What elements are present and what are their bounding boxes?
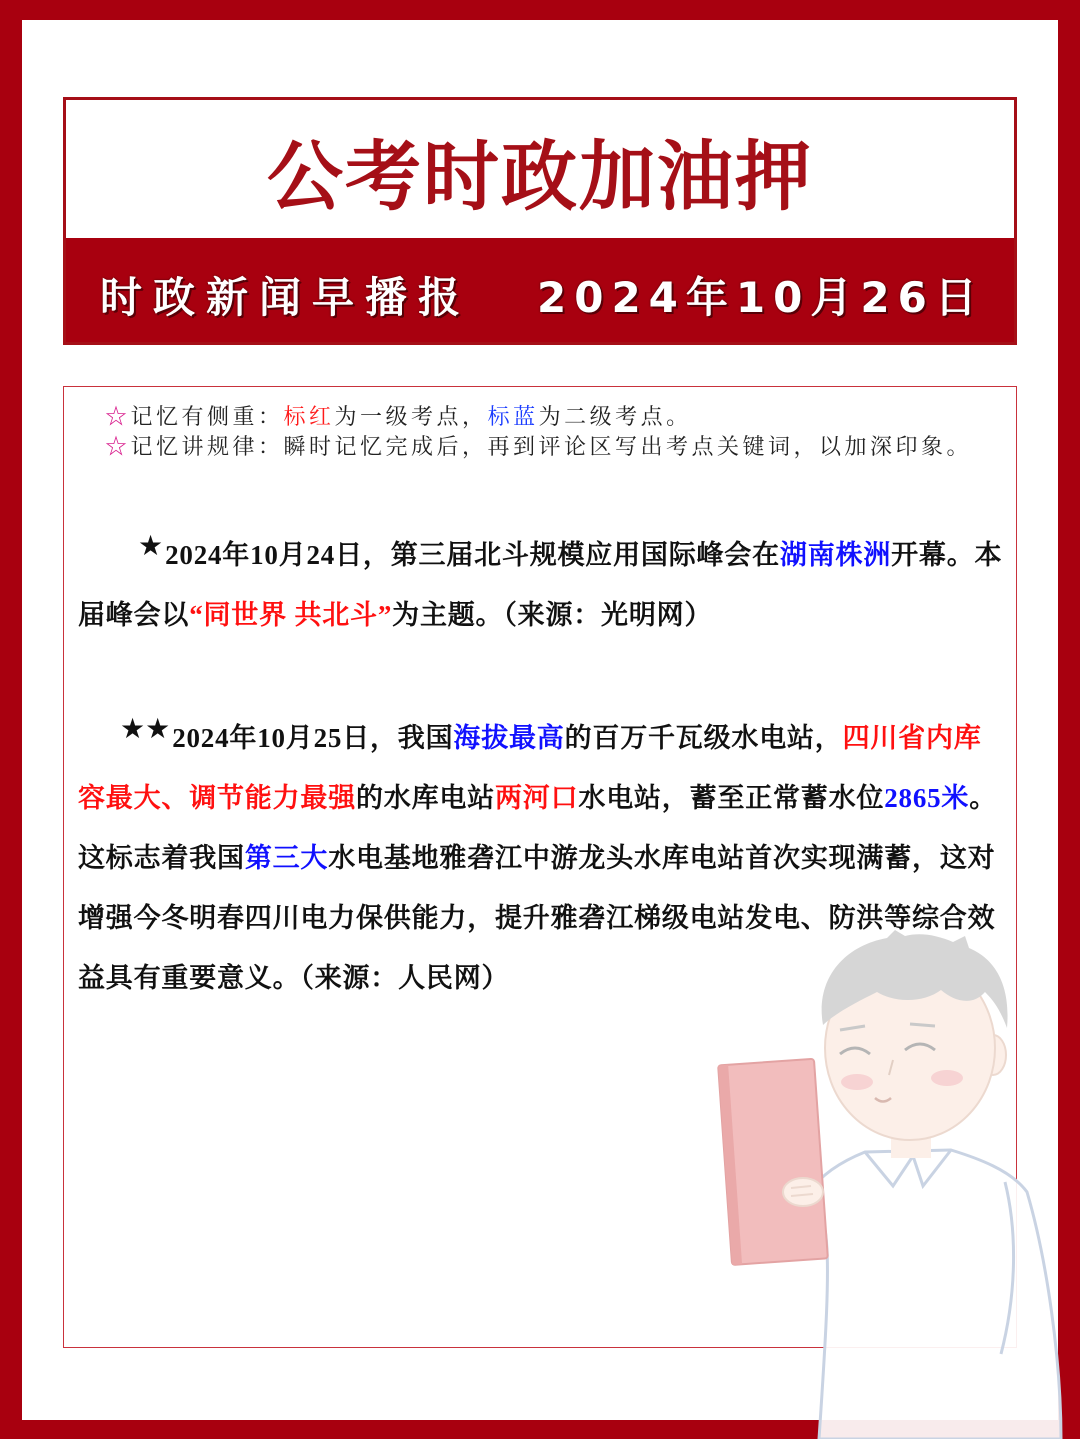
news-highlight: 两河口 [495, 783, 579, 813]
shirt [806, 1150, 1061, 1439]
news-line [78, 525, 1008, 585]
news-text: 。 [969, 783, 998, 813]
star-rating-icon: ★ [138, 529, 164, 562]
news-text: 的百万千瓦级水电站， [564, 723, 843, 753]
news-text: 开幕。本 [891, 540, 1003, 570]
date-banner [66, 238, 1014, 342]
tip-text: 记忆讲规律：瞬时记忆完成后，再到评论区写出考点关键词，以加深印象。 [130, 435, 973, 460]
news-highlight: 海拔最高 [453, 723, 565, 753]
tip-line [105, 403, 972, 433]
news-line [78, 768, 1008, 828]
star-rating-icon: ★★ [120, 712, 171, 745]
tip-text: 记忆有侧重： [130, 405, 284, 430]
news-text: 益具有重要意义。（来源：人民网） [78, 963, 510, 993]
news-line [78, 585, 1008, 645]
news-text: 2024年10月24日，第三届北斗规模应用国际峰会在 [165, 540, 780, 570]
news-highlight: 湖南株洲 [779, 540, 892, 570]
tip-line [105, 433, 972, 463]
page-title: 公考时政加油押 [267, 132, 813, 221]
news-line [78, 828, 1008, 888]
red-book [718, 1059, 828, 1265]
news-highlight: “同世界 共北斗” [189, 600, 393, 630]
news-highlight: 第三大 [244, 843, 329, 873]
news-text: 届峰会以 [78, 600, 190, 630]
news-line [78, 708, 1008, 768]
news-text: 为主题。（来源：光明网） [392, 600, 713, 630]
tip-blue-label: 标蓝 [487, 405, 539, 430]
banner-subtitle: 时政新闻早播报 [100, 273, 472, 322]
news-highlight: 四川省内库 [842, 723, 982, 753]
news-text: 水电站，蓄至正常蓄水位 [578, 783, 885, 813]
tip-text: 为二级考点。 [538, 405, 692, 430]
boy-reading-illustration [715, 930, 1075, 1439]
news-text: 2024年10月25日，我国 [172, 723, 454, 753]
news-highlight: 容最大、调节能力最强 [78, 783, 356, 813]
news-highlight: 2865米 [884, 783, 970, 813]
banner-date: 2024年10月26日 [537, 273, 985, 322]
header-box [63, 97, 1017, 345]
hand [783, 1178, 823, 1206]
memory-tips [105, 403, 972, 463]
tip-text: 为一级考点， [334, 405, 488, 430]
star-outline-icon: ☆ [105, 435, 131, 460]
news-item [78, 525, 1008, 645]
tip-red-label: 标红 [283, 405, 335, 430]
news-text: 的水库电站 [356, 783, 495, 813]
star-outline-icon: ☆ [105, 405, 131, 430]
news-text: 水电基地雅砻江中游龙头水库电站首次实现满蓄，这对 [328, 843, 996, 873]
news-text: 这标志着我国 [78, 843, 245, 873]
news-text: 增强今冬明春四川电力保供能力，提升雅砻江梯级电站发电、防洪等综合效 [78, 903, 996, 933]
